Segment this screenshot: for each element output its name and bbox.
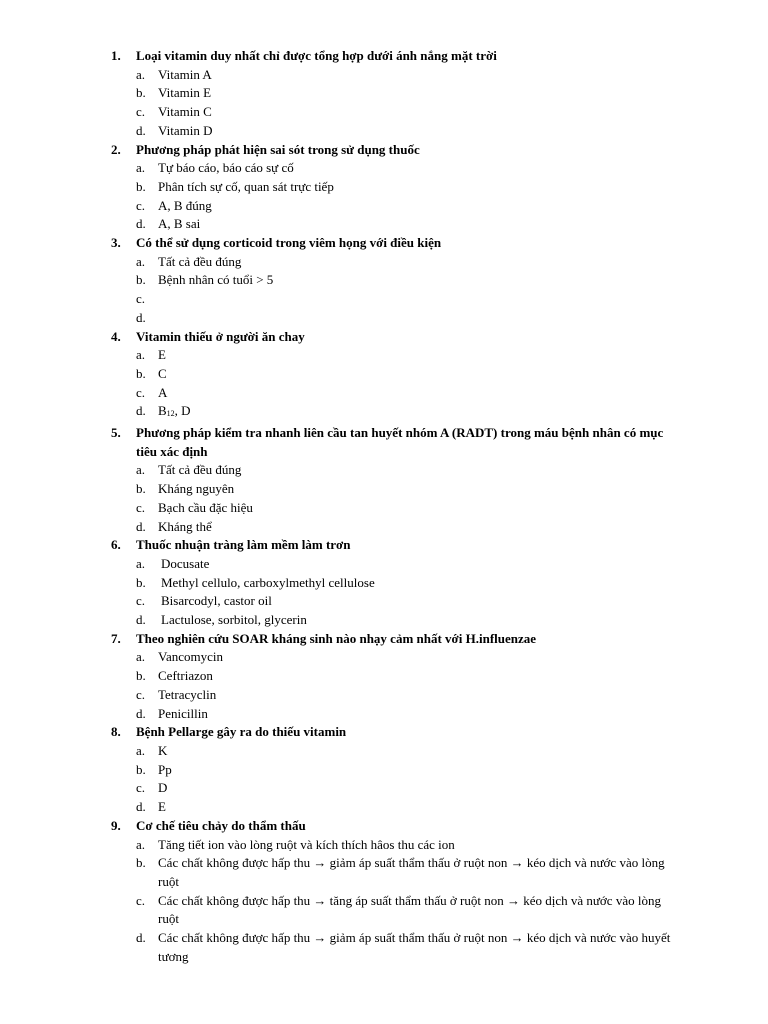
question-number: 9. bbox=[111, 817, 121, 833]
question-5 bbox=[0, 424, 768, 461]
question-2 bbox=[0, 141, 768, 160]
option-text: C bbox=[158, 365, 167, 381]
question-number: 5. bbox=[111, 425, 121, 441]
option-text: Vitamin C bbox=[158, 104, 212, 120]
option-text: Vancomycin bbox=[158, 649, 223, 665]
answer-option bbox=[0, 555, 768, 574]
answer-option bbox=[0, 84, 768, 103]
question-number: 7. bbox=[111, 630, 121, 646]
option-text: A bbox=[158, 384, 168, 400]
option-letter: c. bbox=[136, 593, 146, 609]
option-letter: a. bbox=[136, 66, 146, 82]
question-9 bbox=[0, 817, 768, 836]
option-letter: b. bbox=[136, 178, 146, 194]
option-text: Các chất không được hấp thu → giảm áp suất thẩm thấu ở ruột non → kéo dịch và nước vào huyết tương bbox=[158, 930, 671, 964]
question-8 bbox=[0, 723, 768, 742]
question-text: Theo nghiên cứu SOAR kháng sinh nào nhạy cảm nhất với H.influenzae bbox=[136, 630, 537, 646]
question-6 bbox=[0, 536, 768, 555]
option-text: Các chất không được hấp thu → giảm áp suất thẩm thấu ở ruột non → kéo dịch và nước vào lòng ruột bbox=[158, 855, 665, 889]
answer-option bbox=[0, 480, 768, 499]
option-letter: d. bbox=[136, 216, 146, 232]
answer-option bbox=[0, 346, 768, 365]
option-letter: a. bbox=[136, 347, 146, 363]
option-text bbox=[158, 290, 678, 309]
option-text: E bbox=[158, 799, 166, 815]
answer-option bbox=[0, 892, 768, 929]
option-letter: b. bbox=[136, 761, 146, 777]
option-text-suffix: , D bbox=[174, 403, 191, 419]
option-letter: a. bbox=[136, 836, 146, 852]
option-letter: b. bbox=[136, 481, 146, 497]
answer-option bbox=[0, 798, 768, 817]
answer-option bbox=[0, 103, 768, 122]
answer-option bbox=[0, 854, 768, 891]
question-number: 1. bbox=[111, 48, 121, 63]
option-text: Ceftriazon bbox=[158, 668, 213, 684]
option-text: Kháng thể bbox=[158, 518, 212, 534]
option-letter: b. bbox=[136, 855, 146, 871]
question-3 bbox=[0, 234, 768, 253]
option-letter: d. bbox=[136, 403, 146, 419]
option-text: Bệnh nhân có tuổi > 5 bbox=[158, 272, 274, 288]
question-1 bbox=[0, 47, 768, 66]
option-letter: b. bbox=[136, 365, 146, 381]
option-letter: c. bbox=[136, 104, 146, 120]
option-text: Tất cả đều đúng bbox=[158, 462, 242, 478]
option-letter: c. bbox=[136, 499, 146, 515]
question-number: 3. bbox=[111, 235, 121, 251]
question-number: 4. bbox=[111, 328, 121, 344]
option-letter: b. bbox=[136, 85, 146, 101]
answer-option bbox=[0, 499, 768, 518]
option-text: Tự báo cáo, báo cáo sự cố bbox=[158, 160, 294, 176]
question-7 bbox=[0, 630, 768, 649]
question-text: Phương pháp kiểm tra nhanh liên cầu tan huyết nhóm A (RADT) trong máu bệnh nhân có mục tiêu xác định bbox=[136, 425, 664, 459]
option-letter: a. bbox=[136, 253, 146, 269]
option-letter: d. bbox=[136, 122, 146, 138]
option-letter: b. bbox=[136, 272, 146, 288]
option-text: Tăng tiết ion vào lòng ruột và kích thích hâos thu các ion bbox=[158, 836, 455, 852]
option-text: Pp bbox=[158, 761, 172, 777]
answer-option bbox=[0, 574, 768, 593]
option-letter: a. bbox=[136, 555, 146, 571]
option-letter: b. bbox=[136, 574, 146, 590]
question-text: Bệnh Pellarge gây ra do thiếu vitamin bbox=[136, 724, 347, 740]
answer-option bbox=[0, 215, 768, 234]
question-4 bbox=[0, 328, 768, 347]
answer-option bbox=[0, 761, 768, 780]
option-text-main: B bbox=[158, 403, 167, 419]
option-text: Phân tích sự cố, quan sát trực tiếp bbox=[158, 178, 334, 194]
option-text: Bisarcodyl, castor oil bbox=[161, 593, 272, 609]
option-letter: c. bbox=[136, 892, 146, 908]
answer-option bbox=[0, 836, 768, 855]
answer-option bbox=[0, 742, 768, 761]
answer-option bbox=[0, 197, 768, 216]
option-letter: c. bbox=[136, 686, 146, 702]
option-letter: a. bbox=[136, 649, 146, 665]
option-text: Bạch cầu đặc hiệu bbox=[158, 499, 253, 515]
option-text: Kháng nguyên bbox=[158, 481, 235, 497]
option-text bbox=[158, 309, 678, 328]
option-letter: d. bbox=[136, 930, 146, 946]
option-letter: d. bbox=[136, 705, 146, 721]
option-text: Các chất không được hấp thu → tăng áp suất thẩm thấu ở ruột non → kéo dịch và nước vào lòng ruột bbox=[158, 892, 661, 927]
question-text: Có thể sử dụng corticoid trong viêm họng với điều kiện bbox=[136, 235, 442, 251]
option-letter: d. bbox=[136, 799, 146, 815]
answer-option bbox=[0, 122, 768, 141]
answer-option bbox=[0, 402, 768, 424]
option-letter: a. bbox=[136, 462, 146, 478]
answer-option bbox=[0, 686, 768, 705]
answer-option bbox=[0, 290, 768, 309]
option-letter: c. bbox=[136, 291, 146, 307]
option-text: Methyl cellulo, carboxylmethyl cellulose bbox=[161, 574, 375, 590]
option-letter: c. bbox=[136, 197, 146, 213]
option-text: D bbox=[158, 780, 168, 796]
answer-option bbox=[0, 461, 768, 480]
option-text: Tetracyclin bbox=[158, 686, 217, 702]
answer-option bbox=[0, 271, 768, 290]
question-text: Vitamin thiếu ở người ăn chay bbox=[136, 328, 305, 344]
answer-option bbox=[0, 705, 768, 724]
question-text: Phương pháp phát hiện sai sót trong sử dụng thuốc bbox=[136, 141, 420, 157]
option-text: A, B sai bbox=[158, 216, 201, 232]
option-text: Penicillin bbox=[158, 705, 208, 721]
option-letter: c. bbox=[136, 384, 146, 400]
answer-option bbox=[0, 66, 768, 85]
option-text: Lactulose, sorbitol, glycerin bbox=[161, 612, 307, 628]
question-number: 6. bbox=[111, 537, 121, 553]
option-letter: a. bbox=[136, 160, 146, 176]
option-letter: d. bbox=[136, 612, 146, 628]
answer-option bbox=[0, 667, 768, 686]
option-text: Vitamin E bbox=[158, 85, 212, 101]
answer-option bbox=[0, 159, 768, 178]
answer-option bbox=[0, 929, 768, 966]
option-text: Vitamin A bbox=[158, 66, 212, 82]
option-text: Tất cả đều đúng bbox=[158, 253, 242, 269]
question-text: Thuốc nhuận tràng làm mềm làm trơn bbox=[136, 537, 351, 553]
option-letter: b. bbox=[136, 668, 146, 684]
option-text: E bbox=[158, 347, 166, 363]
question-number: 8. bbox=[111, 724, 121, 740]
answer-option bbox=[0, 779, 768, 798]
answer-option bbox=[0, 592, 768, 611]
answer-option bbox=[0, 309, 768, 328]
answer-option bbox=[0, 178, 768, 197]
option-text-subscript: 12 bbox=[166, 409, 175, 419]
option-text: K bbox=[158, 742, 168, 758]
option-letter: d. bbox=[136, 518, 146, 534]
option-letter: a. bbox=[136, 742, 146, 758]
option-text bbox=[158, 402, 678, 424]
question-text: Cơ chế tiêu chảy do thẩm thấu bbox=[136, 817, 306, 833]
answer-option bbox=[0, 384, 768, 403]
option-text: A, B đúng bbox=[158, 197, 212, 213]
option-text: Docusate bbox=[161, 555, 210, 571]
question-text: Loại vitamin duy nhất chỉ được tổng hợp dưới ánh nắng mặt trời bbox=[136, 48, 497, 63]
answer-option bbox=[0, 253, 768, 272]
option-letter: c. bbox=[136, 780, 146, 796]
option-letter: d. bbox=[136, 309, 146, 325]
question-number: 2. bbox=[111, 141, 121, 157]
option-text: Vitamin D bbox=[158, 122, 213, 138]
answer-option bbox=[0, 365, 768, 384]
answer-option bbox=[0, 648, 768, 667]
answer-option bbox=[0, 611, 768, 630]
answer-option bbox=[0, 518, 768, 537]
